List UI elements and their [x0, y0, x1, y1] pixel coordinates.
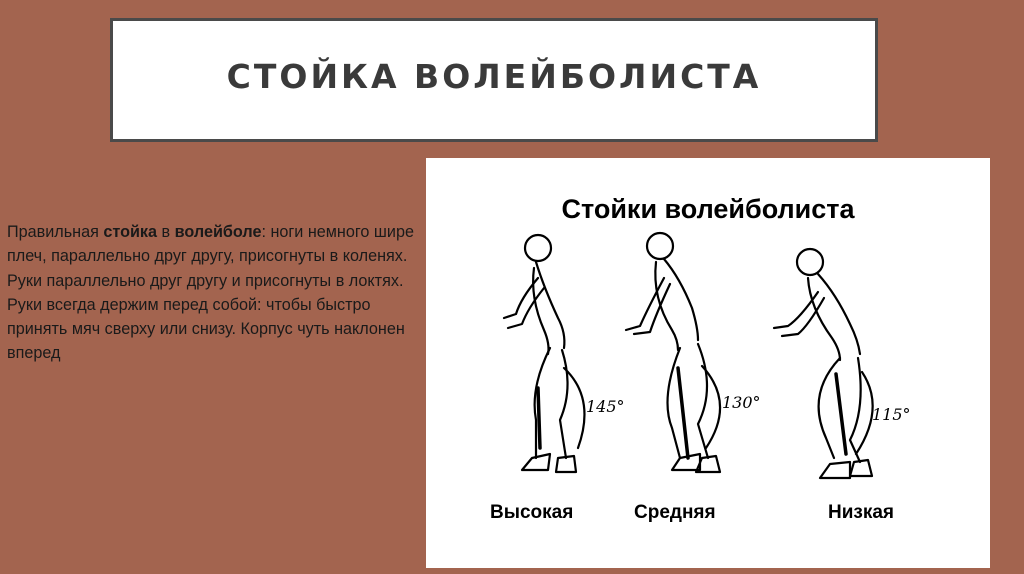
text-part-3: : ноги немного шире плеч, параллельно друг другу, присогнуты в коленях. Руки параллельно друг другу и присогнуты в локтях. Руки всегда держим перед собой: чтобы быстро принять мяч сверху или снизу. Корпус чуть наклонен вперед: [7, 223, 414, 363]
text-bold-stance: стойка: [103, 223, 158, 241]
low-stance-figure: [774, 249, 873, 478]
text-part-2: в: [157, 223, 175, 241]
caption-medium: Средняя: [634, 502, 716, 523]
angle-medium: 130°: [722, 393, 761, 412]
slide-title: СТОЙКА ВОЛЕЙБОЛИСТА: [226, 57, 762, 96]
text-part-1: Правильная: [7, 223, 104, 241]
description-text: [7, 220, 417, 366]
text-bold-volleyball: волейболе: [174, 223, 262, 241]
medium-stance-figure: [626, 233, 720, 472]
figure-title: Стойки волейболиста: [561, 194, 855, 224]
stances-figure: [426, 158, 990, 568]
high-stance-figure: [504, 235, 584, 472]
title-box: [110, 18, 878, 142]
angle-low: 115°: [872, 405, 911, 424]
angle-high: 145°: [586, 397, 625, 416]
caption-high: Высокая: [490, 502, 574, 523]
caption-low: Низкая: [828, 502, 895, 523]
